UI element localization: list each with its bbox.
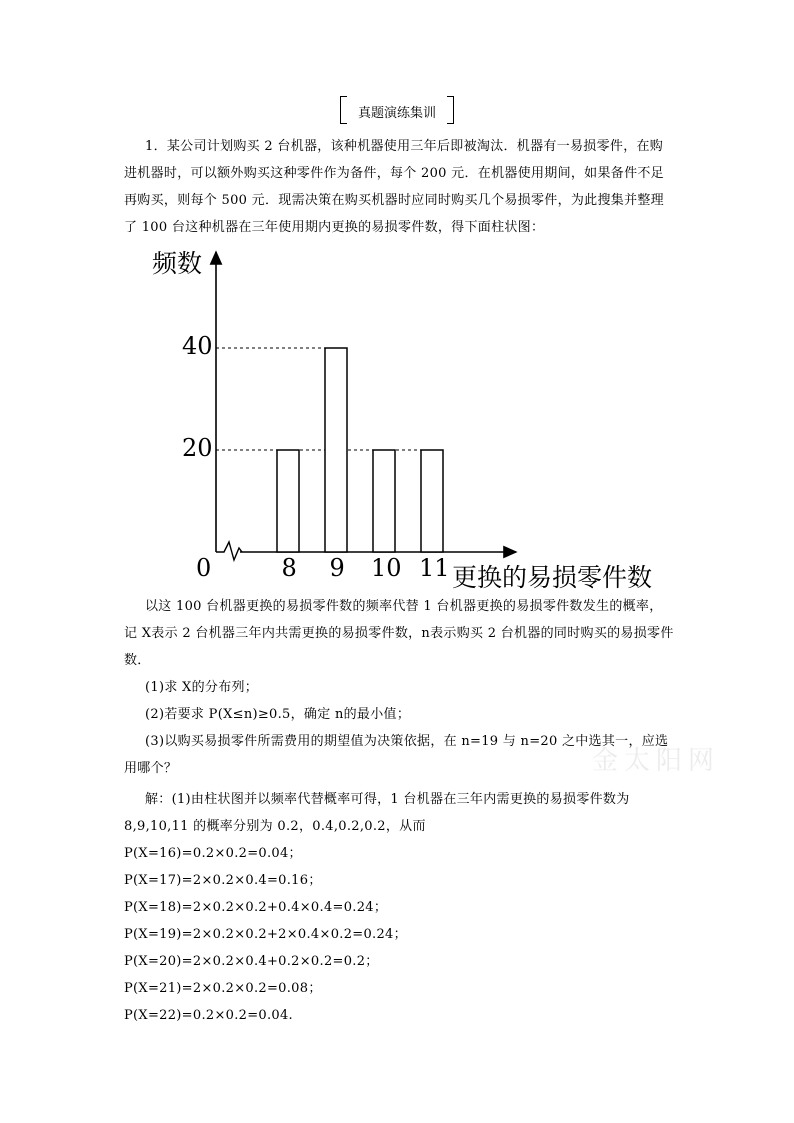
section-title: 真题演练集训	[357, 106, 436, 121]
y-tick-label: 20	[182, 434, 213, 462]
x-tick-label: 8	[281, 554, 297, 582]
solution-equation: P(X=17)=2×0.2×0.4=0.16；	[124, 873, 322, 888]
question-intro-line: 了 100 台这种机器在三年使用期内更换的易损零件数，得下面柱状图：	[124, 220, 545, 235]
question-body-line: 以这 100 台机器更换的易损零件数的频率代替 1 台机器更换的易损零件数发生的概率，	[145, 599, 663, 614]
solution	[124, 786, 680, 1029]
x-axis-label: 更换的易损零件数	[452, 563, 653, 592]
bar-8	[277, 450, 299, 552]
left-bracket	[340, 96, 347, 124]
axis-break-mark	[216, 542, 242, 560]
bar-11	[421, 450, 443, 552]
question-intro-line: 再购买，则每个 500 元．现需决策在购买机器时应同时购买几个易损零件，为此搜集并整理	[124, 193, 664, 208]
sub-question-2: (2)若要求 P(X≤n)≥0.5，确定 n的最小值；	[145, 707, 411, 722]
question-intro-line: 1．某公司计划购买 2 台机器，该种机器使用三年后即被淘汰．机器有一易损零件，在购	[145, 139, 664, 154]
solution-equation: P(X=18)=2×0.2×0.2+0.4×0.4=0.24；	[124, 900, 388, 915]
bar-chart-svg	[150, 244, 670, 590]
solution-equation: P(X=21)=2×0.2×0.2=0.08；	[124, 981, 322, 996]
solution-equation: P(X=19)=2×0.2×0.2+2×0.4×0.2=0.24；	[124, 927, 407, 942]
sub-question-1: (1)求 X的分布列；	[145, 680, 259, 695]
x-tick-label: 11	[419, 554, 450, 582]
x-tick-label: 9	[329, 554, 345, 582]
y-axis-label: 频数	[152, 249, 203, 278]
origin-label: 0	[196, 554, 212, 582]
solution-line: 8,9,10,11 的概率分别为 0.2，0.4,0.2,0.2，从而	[124, 819, 426, 834]
solution-line: 解：(1)由柱状图并以频率代替概率可得，1 台机器在三年内需更换的易损零件数为	[145, 792, 630, 807]
section-header	[0, 96, 794, 123]
solution-equation: P(X=16)=0.2×0.2=0.04；	[124, 846, 302, 861]
question-intro-line: 进机器时，可以额外购买这种零件作为备件，每个 200 元．在机器使用期间，如果备件不足	[124, 166, 664, 181]
question-intro	[124, 133, 680, 241]
section-title-box	[340, 96, 454, 123]
y-tick-label: 40	[182, 332, 213, 360]
right-bracket	[447, 96, 454, 124]
sub-question-3-continued: 用哪个？	[124, 761, 178, 776]
question-body-line: 数．	[124, 653, 151, 668]
solution-equation: P(X=22)=0.2×0.2=0.04.	[124, 1008, 293, 1023]
solution-equation: P(X=20)=2×0.2×0.4+0.2×0.2=0.2；	[124, 954, 379, 969]
sub-question-3: (3)以购买易损零件所需费用的期望值为决策依据，在 n=19 与 n=20 之中选其一，应选	[145, 734, 669, 749]
bar-9	[325, 348, 347, 552]
x-tick-label: 10	[371, 554, 402, 582]
question-body-line: 记 X表示 2 台机器三年内共需更换的易损零件数，n表示购买 2 台机器的同时购买的易损零件	[124, 626, 674, 641]
watermark: 金太阳网	[592, 746, 721, 776]
bar-chart	[150, 244, 670, 590]
bar-10	[373, 450, 395, 552]
